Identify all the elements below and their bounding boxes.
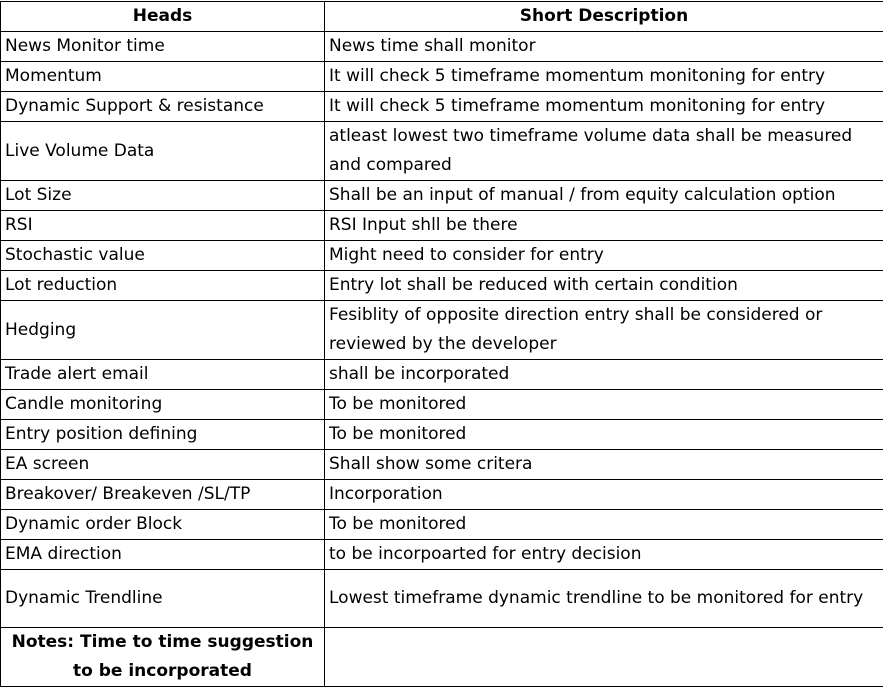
table-row [1,122,883,181]
table-row [1,390,883,420]
table-row [1,271,883,301]
table-row [1,211,883,241]
notes-row [1,628,883,687]
description-cell: To be monitored [325,390,883,420]
table-row [1,241,883,271]
description-cell: shall be incorporated [325,360,883,390]
table-row [1,540,883,570]
head-cell: Dynamic Trendline [1,570,325,628]
table-row [1,360,883,390]
description-cell: atleast lowest two timeframe volume data shall be measured and compared [325,122,883,181]
description-cell: News time shall monitor [325,32,883,62]
head-cell: EMA direction [1,540,325,570]
description-cell: RSI Input shll be there [325,211,883,241]
table-row [1,510,883,540]
head-cell: Live Volume Data [1,122,325,181]
table-row [1,92,883,122]
table-row [1,62,883,92]
header-heads: Heads [1,2,325,32]
table-row [1,420,883,450]
table-row [1,32,883,62]
table-row [1,181,883,211]
description-cell: Incorporation [325,480,883,510]
head-cell: Breakover/ Breakeven /SL/TP [1,480,325,510]
table-row [1,480,883,510]
description-cell: to be incorpoarted for entry decision [325,540,883,570]
notes-description-cell [325,628,883,687]
table-row [1,301,883,360]
head-cell: Momentum [1,62,325,92]
head-cell: Trade alert email [1,360,325,390]
head-cell: Entry position defining [1,420,325,450]
head-cell: EA screen [1,450,325,480]
table-row [1,450,883,480]
head-cell: Lot reduction [1,271,325,301]
head-cell: News Monitor time [1,32,325,62]
head-cell: Candle monitoring [1,390,325,420]
description-cell: Entry lot shall be reduced with certain condition [325,271,883,301]
description-cell: It will check 5 timeframe momentum monitoning for entry [325,92,883,122]
head-cell: RSI [1,211,325,241]
head-cell: Lot Size [1,181,325,211]
description-cell: Fesiblity of opposite direction entry shall be considered or reviewed by the developer [325,301,883,360]
head-cell: Hedging [1,301,325,360]
description-cell: Shall be an input of manual / from equity calculation option [325,181,883,211]
description-cell: To be monitored [325,510,883,540]
description-cell: Might need to consider for entry [325,241,883,271]
description-cell: Shall show some critera [325,450,883,480]
description-cell: It will check 5 timeframe momentum monitoning for entry [325,62,883,92]
requirements-table [0,1,883,687]
header-row [1,2,883,32]
description-cell: To be monitored [325,420,883,450]
notes-cell: Notes: Time to time suggestion to be incorporated [1,628,325,687]
table-row [1,570,883,628]
head-cell: Dynamic order Block [1,510,325,540]
head-cell: Stochastic value [1,241,325,271]
head-cell: Dynamic Support & resistance [1,92,325,122]
description-cell: Lowest timeframe dynamic trendline to be monitored for entry [325,570,883,628]
header-short-description: Short Description [325,2,883,32]
